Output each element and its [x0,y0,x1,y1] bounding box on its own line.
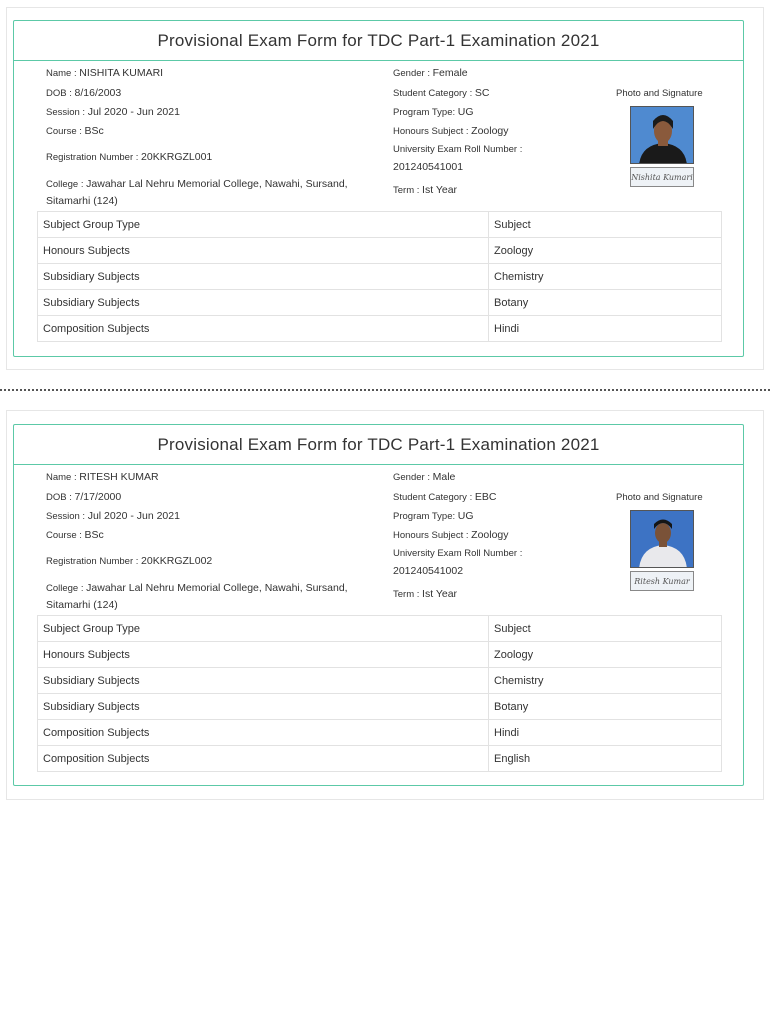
table-row [38,290,722,316]
dob-field: DOB : 7/17/2000 [46,491,122,503]
student-info [14,61,743,211]
subject-cell: Chemistry [489,668,722,694]
honours-value: Zoology [471,529,509,541]
honours-value: Zoology [471,125,509,137]
subject-cell: Botany [489,694,722,720]
college-field: College : Jawahar Lal Nehru Memorial College, Nawahi, Sursand, Sitamarhi (124) [46,582,348,611]
subject-cell: Chemistry [489,264,722,290]
subjects-table [37,211,722,342]
session-field: Session : Jul 2020 - Jun 2021 [46,106,180,118]
category-field: Student Category : EBC [393,491,497,503]
subject-group-cell: Composition Subjects [38,316,489,342]
dob-field: DOB : 8/16/2003 [46,87,122,99]
term-value: Ist Year [422,588,458,600]
photo-signature-label: Photo and Signature [616,492,703,503]
subject-group-cell: Composition Subjects [38,720,489,746]
form-title: Provisional Exam Form for TDC Part-1 Examination 2021 [157,434,600,454]
term-value: Ist Year [422,184,458,196]
student-photo [630,106,694,164]
exam-form-1 [13,20,744,357]
photo-signature-label: Photo and Signature [616,88,703,99]
dob-value: 7/17/2000 [74,491,122,503]
honours-field: Honours Subject : Zoology [393,529,509,541]
table-row [38,238,722,264]
course-field: Course : BSc [46,529,104,541]
page-separator [0,389,770,391]
course-field: Course : BSc [46,125,104,137]
course-value: BSc [84,529,104,541]
course-value: BSc [84,125,104,137]
subject-cell: Hindi [489,316,722,342]
college-value: Jawahar Lal Nehru Memorial College, Nawahi, Sursand, Sitamarhi (124) [46,582,348,611]
program-field: Program Type: UG [393,106,474,118]
subject-cell: Zoology [489,238,722,264]
session-value: Jul 2020 - Jun 2021 [87,510,180,522]
subject-cell: Botany [489,290,722,316]
column-header: Subject Group Type [38,616,489,642]
table-row [38,746,722,772]
table-header-row [38,212,722,238]
subject-group-cell: Subsidiary Subjects [38,290,489,316]
subject-group-cell: Honours Subjects [38,238,489,264]
roll-number: 201240541002 [393,565,464,577]
student-photo [630,510,694,568]
subject-group-cell: Honours Subjects [38,642,489,668]
name-field: Name : RITESH KUMAR [46,471,159,483]
table-row [38,694,722,720]
table-row [38,264,722,290]
table-row [38,316,722,342]
term-field: Term : Ist Year [393,184,458,196]
roll-field: University Exam Roll Number : [393,548,523,559]
dob-value: 8/16/2003 [74,87,122,99]
subject-cell: Zoology [489,642,722,668]
registration-value: 20KKRGZL002 [141,555,213,567]
program-value: UG [457,510,474,522]
category-field: Student Category : SC [393,87,490,99]
subject-group-cell: Composition Subjects [38,746,489,772]
table-header-row [38,616,722,642]
subject-group-cell: Subsidiary Subjects [38,694,489,720]
table-row [38,642,722,668]
program-value: UG [457,106,474,118]
name-field: Name : NISHITA KUMARI [46,67,164,79]
subject-group-cell: Subsidiary Subjects [38,264,489,290]
registration-value: 20KKRGZL001 [141,151,213,163]
gender-field: Gender : Male [393,471,456,483]
registration-field: Registration Number : 20KKRGZL001 [46,151,213,163]
column-header: Subject [489,212,722,238]
session-field: Session : Jul 2020 - Jun 2021 [46,510,180,522]
session-value: Jul 2020 - Jun 2021 [87,106,180,118]
gender-field: Gender : Female [393,67,468,79]
gender-value: Male [432,471,456,483]
table-row [38,720,722,746]
subject-cell: English [489,746,722,772]
form-title: Provisional Exam Form for TDC Part-1 Examination 2021 [157,30,600,50]
subjects-table [37,615,722,772]
column-header: Subject [489,616,722,642]
roll-number: 201240541001 [393,161,464,173]
subject-cell: Hindi [489,720,722,746]
honours-field: Honours Subject : Zoology [393,125,509,137]
term-field: Term : Ist Year [393,588,458,600]
program-field: Program Type: UG [393,510,474,522]
college-field: College : Jawahar Lal Nehru Memorial College, Nawahi, Sursand, Sitamarhi (124) [46,178,348,207]
student-signature: Ritesh Kumar [630,571,694,591]
form-title-bar [14,425,743,465]
roll-field: University Exam Roll Number : [393,144,523,155]
student-info [14,465,743,615]
student-name: RITESH KUMAR [79,471,159,483]
student-signature: Nishita Kumari [630,167,694,187]
form-title-bar [14,21,743,61]
registration-field: Registration Number : 20KKRGZL002 [46,555,213,567]
table-row [38,668,722,694]
subject-group-cell: Subsidiary Subjects [38,668,489,694]
category-value: SC [474,87,490,99]
gender-value: Female [432,67,468,79]
category-value: EBC [474,491,497,503]
college-value: Jawahar Lal Nehru Memorial College, Nawahi, Sursand, Sitamarhi (124) [46,178,348,207]
exam-form-2 [13,424,744,786]
column-header: Subject Group Type [38,212,489,238]
student-name: NISHITA KUMARI [79,67,164,79]
